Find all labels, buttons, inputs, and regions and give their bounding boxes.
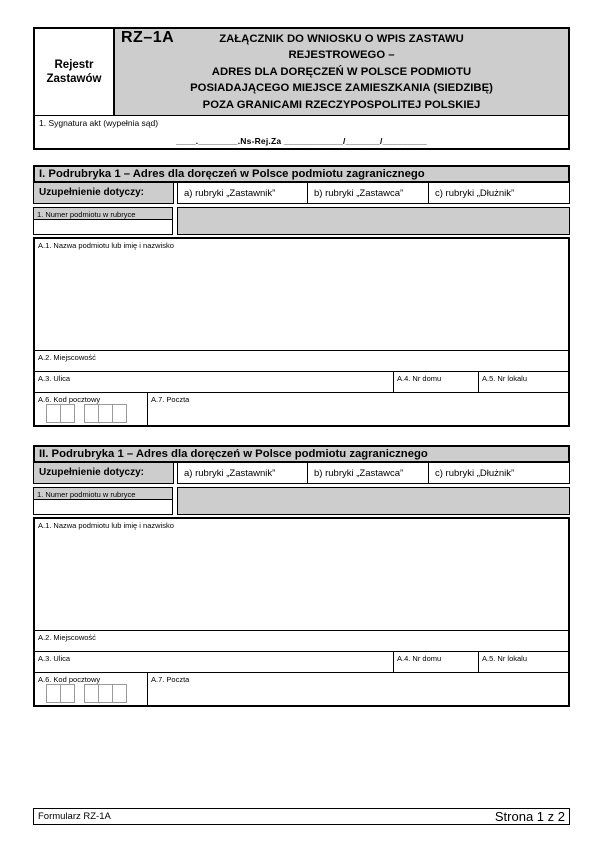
field-a7-poczta[interactable] (147, 393, 568, 425)
postal-code-box[interactable] (112, 404, 127, 423)
postal-code-box[interactable] (98, 404, 113, 423)
entity-number-input[interactable] (33, 499, 173, 515)
field-a2-miejscowosc[interactable] (35, 351, 568, 372)
form-header (33, 27, 570, 150)
postal-code-boxes (46, 404, 127, 423)
form-title-line: ADRES DLA DORĘCZEŃ W POLSCE PODMIOTU (211, 65, 472, 78)
postal-code-box[interactable] (112, 684, 127, 703)
entity-number-label: 1. Numer podmiotu w rubryce (33, 207, 173, 220)
field-a6-label: A.6. Kod pocztowy (38, 675, 101, 684)
field-a6-kod-pocztowy[interactable] (35, 393, 147, 425)
postal-row (35, 673, 568, 705)
field-a7-label: A.7. Poczta (151, 395, 190, 404)
postal-code-box[interactable] (98, 684, 113, 703)
registry-label (35, 29, 115, 115)
entity-number-input[interactable] (33, 219, 173, 235)
postal-row (35, 393, 568, 425)
field-a3-ulica[interactable] (35, 372, 393, 392)
field-a1-label: A.1. Nazwa podmiotu lub imię i nazwisko (38, 521, 174, 530)
form-title-line: POSIADAJĄCEGO MIEJSCE ZAMIESZKANIA (SIEDZIBĘ) (190, 82, 493, 95)
field-a5-nr-lokalu[interactable] (478, 372, 568, 392)
postal-code-box[interactable] (60, 684, 75, 703)
supplement-label: Uzupełnienie dotyczy: (33, 183, 174, 204)
postal-code-box[interactable] (84, 684, 99, 703)
form-title-line: REJESTROWEGO – (288, 49, 395, 62)
field-a1-nazwa[interactable] (35, 239, 568, 351)
option-zastawca[interactable]: b) rubryki „Zastawca” (307, 463, 429, 484)
field-a7-label: A.7. Poczta (151, 675, 190, 684)
field-a1-label: A.1. Nazwa podmiotu lub imię i nazwisko (38, 241, 174, 250)
form-name: Formularz RZ-1A (38, 811, 111, 822)
registry-label-line1: Rejestr (54, 59, 94, 71)
field-a6-label: A.6. Kod pocztowy (38, 395, 101, 404)
form-title-line: POZA GRANICAMI RZECZYPOSPOLITEJ POLSKIEJ (202, 98, 481, 111)
field-a4-nr-domu[interactable] (393, 372, 478, 392)
footer (33, 808, 570, 825)
field-a7-poczta[interactable] (147, 673, 568, 705)
entity-number-block (33, 487, 570, 515)
postal-code-box[interactable] (84, 404, 99, 423)
street-row (35, 652, 568, 673)
section-podrubryka-1 (33, 165, 570, 427)
field-a2-miejscowosc[interactable] (35, 631, 568, 652)
field-a3-label: A.3. Ulica (38, 654, 71, 663)
form-title-line: ZAŁĄCZNIK DO WNIOSKU O WPIS ZASTAWU (219, 33, 464, 45)
field-a2-label: A.2. Miejscowość (38, 353, 96, 362)
case-number-line[interactable]: ____.________.Ns-Rej.Za ____________/_______/_________ (176, 136, 427, 146)
postal-code-boxes (46, 684, 127, 703)
form-title-cell (115, 29, 568, 115)
option-zastawnik[interactable]: a) rubryki „Zastawnik” (177, 183, 308, 204)
header-title-row (35, 29, 568, 116)
supplement-row (33, 183, 570, 204)
entity-number-label: 1. Numer podmiotu w rubryce (33, 487, 173, 500)
postal-code-box[interactable] (46, 684, 61, 703)
case-number-row[interactable] (35, 116, 568, 148)
address-table (33, 237, 570, 427)
field-a6-kod-pocztowy[interactable] (35, 673, 147, 705)
address-table (33, 517, 570, 707)
field-a5-label: A.5. Nr lokalu (482, 374, 528, 383)
street-row (35, 372, 568, 393)
field-a5-label: A.5. Nr lokalu (482, 654, 528, 663)
field-a4-nr-domu[interactable] (393, 652, 478, 672)
field-a2-label: A.2. Miejscowość (38, 633, 96, 642)
section-title: II. Podrubryka 1 – Adres dla doręczeń w Polsce podmiotu zagranicznego (33, 445, 570, 463)
entity-number-block (33, 207, 570, 235)
section-podrubryka-2 (33, 445, 570, 707)
option-dluznik[interactable]: c) rubryki „Dłużnik” (428, 183, 570, 204)
case-number-label: 1. Sygnatura akt (wypełnia sąd) (39, 118, 159, 128)
registry-label-line2: Zastawów (46, 73, 102, 85)
form-code: RZ–1A (121, 29, 175, 46)
section-title: I. Podrubryka 1 – Adres dla doręczeń w Polsce podmiotu zagranicznego (33, 165, 570, 183)
disabled-area (177, 487, 570, 515)
option-zastawca[interactable]: b) rubryki „Zastawca” (307, 183, 429, 204)
option-zastawnik[interactable]: a) rubryki „Zastawnik” (177, 463, 308, 484)
field-a5-nr-lokalu[interactable] (478, 652, 568, 672)
field-a3-label: A.3. Ulica (38, 374, 71, 383)
supplement-label: Uzupełnienie dotyczy: (33, 463, 174, 484)
field-a1-nazwa[interactable] (35, 519, 568, 631)
postal-code-box[interactable] (60, 404, 75, 423)
option-dluznik[interactable]: c) rubryki „Dłużnik” (428, 463, 570, 484)
supplement-row (33, 463, 570, 484)
field-a4-label: A.4. Nr domu (397, 654, 442, 663)
postal-code-box[interactable] (46, 404, 61, 423)
field-a4-label: A.4. Nr domu (397, 374, 442, 383)
disabled-area (177, 207, 570, 235)
field-a3-ulica[interactable] (35, 652, 393, 672)
page-indicator: Strona 1 z 2 (494, 809, 565, 824)
